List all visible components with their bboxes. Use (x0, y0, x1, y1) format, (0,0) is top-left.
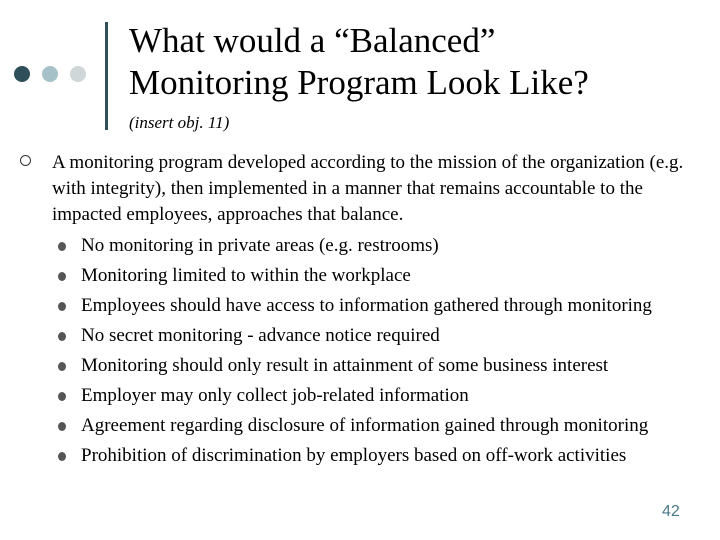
decorative-dots (14, 66, 94, 82)
sub-point-text: Agreement regarding disclosure of information gained through monitoring (81, 415, 649, 436)
main-point-text: A monitoring program developed according to the mission of the organization (e.g. with integrity), then implemented in a manner that remains accountable to the impacted employees, approaches that balance. (52, 152, 684, 225)
sub-point (58, 383, 698, 409)
sub-point (58, 323, 698, 349)
sub-point (58, 413, 698, 439)
filled-circle-bullet-icon (58, 332, 66, 341)
title-divider (105, 22, 108, 130)
slide-title-line-1: What would a “Balanced” (129, 21, 496, 60)
filled-circle-bullet-icon (58, 392, 66, 401)
slide-title-line-2: Monitoring Program Look Like? (129, 63, 589, 102)
filled-circle-bullet-icon (58, 362, 66, 371)
sub-point (58, 233, 698, 259)
sub-point (58, 443, 698, 469)
sub-point-text: No secret monitoring - advance notice required (81, 325, 440, 346)
sub-point (58, 353, 698, 379)
sub-point-text: No monitoring in private areas (e.g. restrooms) (81, 235, 439, 256)
decorative-dot-mid (42, 66, 58, 82)
sub-point (58, 263, 698, 289)
hollow-circle-bullet-icon (20, 155, 31, 166)
decorative-dot-dark (14, 66, 30, 82)
filled-circle-bullet-icon (58, 422, 66, 431)
filled-circle-bullet-icon (58, 242, 66, 251)
filled-circle-bullet-icon (58, 272, 66, 281)
slide-title (129, 20, 709, 104)
filled-circle-bullet-icon (58, 302, 66, 311)
sub-point-text: Monitoring limited to within the workplace (81, 265, 411, 286)
sub-point-text: Monitoring should only result in attainment of some business interest (81, 355, 609, 376)
sub-point-list (58, 233, 698, 473)
sub-point (58, 293, 698, 319)
filled-circle-bullet-icon (58, 452, 66, 461)
page-number: 42 (662, 503, 680, 520)
sub-point-text: Employees should have access to information gathered through monitoring (81, 295, 652, 316)
slide-subtitle: (insert obj. 11) (129, 113, 230, 132)
sub-point-text: Employer may only collect job-related information (81, 385, 469, 406)
sub-point-text: Prohibition of discrimination by employers based on off-work activities (81, 445, 627, 466)
decorative-dot-light (70, 66, 86, 82)
main-point (20, 150, 710, 228)
